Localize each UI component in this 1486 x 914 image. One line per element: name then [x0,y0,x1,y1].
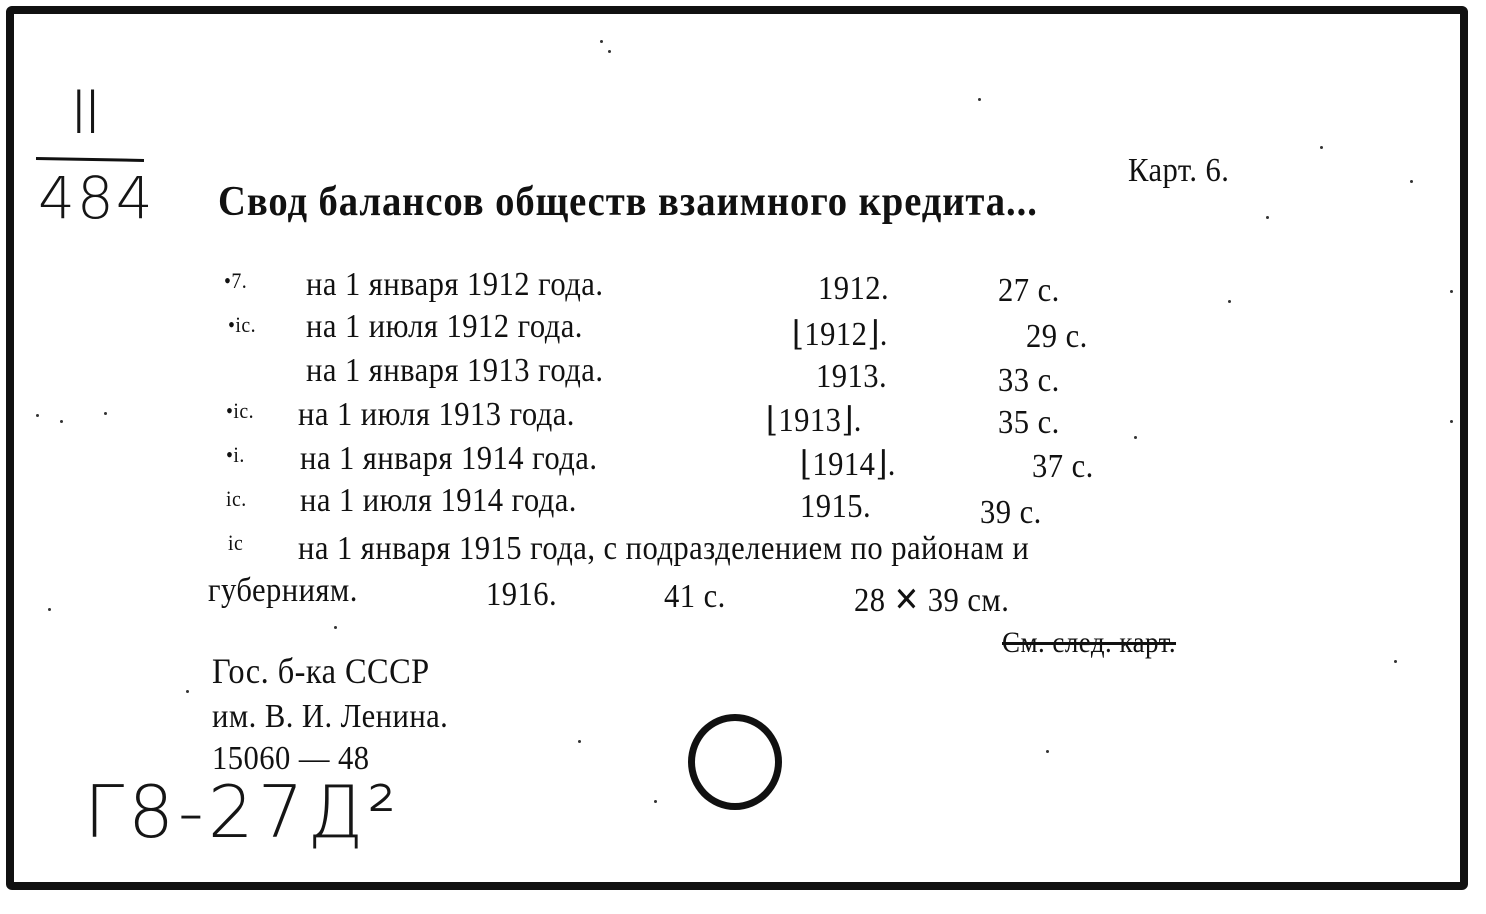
entry-pages: 33 с. [998,362,1060,399]
entry-mark: •i. [226,442,245,467]
entry-mark: ic. [226,486,247,511]
entry-mark: ic [228,530,244,555]
entry-year: 1912. [818,270,890,307]
library-line-3: 15060 — 48 [212,740,370,777]
entry-pages: 41 с. [664,578,726,615]
entry-year: 1916. [486,576,558,613]
entry-mark: •ic. [228,312,256,337]
see-next-card-note: См. след. карт. [1002,626,1177,659]
entry-year: ⌊1912⌋. [792,316,888,353]
circle-mark [688,714,782,810]
entry-year: ⌊1914⌋. [800,446,896,483]
entry-pages: 29 с. [1026,318,1088,355]
library-line-1: Гос. б-ка СССР [212,651,430,691]
entry-date: на 1 июля 1912 года. [306,308,583,345]
entry-pages: 37 с. [1032,448,1094,485]
entry-date: на 1 января 1913 года. [306,352,604,389]
entry-mark: •ic. [226,398,254,423]
entry-date: на 1 июля 1914 года. [300,482,577,519]
entry-year: ⌊1913⌋. [766,402,862,439]
entry-date: на 1 января 1912 года. [306,266,604,303]
entry-date-long: на 1 января 1915 года, с подразделением по районам и [298,530,1030,567]
entry-year: 1913. [816,358,888,395]
document-title: Свод балансов обществ взаимного кредита... [218,179,1038,225]
entry-pages: 27 с. [998,272,1060,309]
entry-mark: •7. [224,268,248,293]
entry-date: на 1 января 1914 года. [300,440,598,477]
entry-pages: 35 с. [998,404,1060,441]
entry-size: 28 ✕ 39 см. [854,582,1010,619]
entry-date-continued: губерниям. [208,572,358,609]
entry-date: на 1 июля 1913 года. [298,396,575,433]
shelfmark-denominator: 484 [38,164,155,232]
entry-pages: 39 с. [980,494,1042,531]
entry-year: 1915. [800,488,872,525]
handwritten-call-number: Г8-27Д² [84,770,401,854]
shelfmark-numerator: II [70,78,98,148]
card-label: Карт. 6. [1128,152,1230,189]
library-line-2: им. В. И. Ленина. [212,698,449,735]
